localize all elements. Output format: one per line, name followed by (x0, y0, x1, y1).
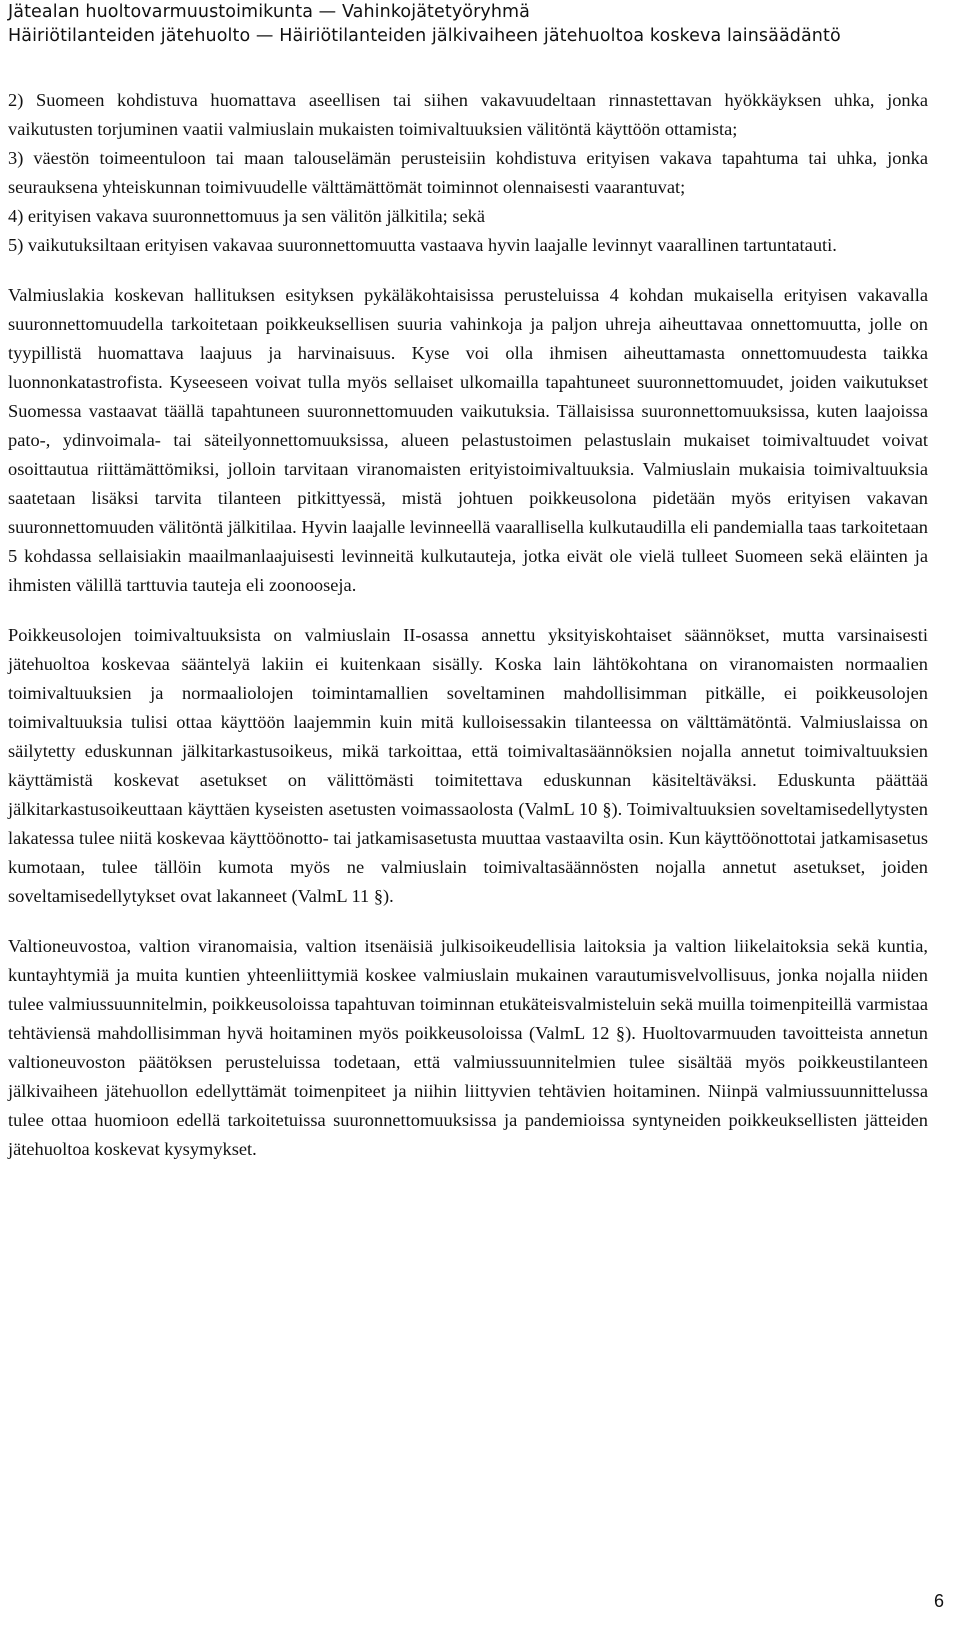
list-item-3: 3) väestön toimeentuloon tai maan talouselämän perusteisiin kohdistuva erityisen vakava tapahtuma tai uhka, jonka seurauksena yhteiskunnan toimivuudelle välttämättömät toiminnot olennaisesti vaarantuvat; (8, 147, 928, 197)
list-item-4: 4) erityisen vakava suuronnettomuus ja sen välitön jälkitila; sekä (8, 205, 486, 226)
list-item-2: 2) Suomeen kohdistuva huomattava aseellisen tai siihen vakavuudeltaan rinnastettavan hyökkäyksen uhka, jonka vaikutusten torjuminen vaatii valmiuslain mukaisten toimivaltuuksien välitöntä käyttöön ottamista; (8, 90, 928, 139)
paragraph-spacer (8, 259, 928, 281)
header-organization: Jätealan huoltovarmuustoimikunta — Vahinkojätetyöryhmä (8, 2, 530, 22)
document-body (8, 86, 928, 1164)
page-number: 6 (933, 1591, 944, 1611)
paragraph-spacer (8, 599, 928, 621)
paragraph-varautumisvelvollisuus: Valtioneuvostoa, valtion viranomaisia, valtion itsenäisiä julkisoikeudellisia laitoksia ja valtion liikelaitoksia sekä kuntia, kuntayhtymiä ja muita kuntien yhteenliittymiä koskee valmiuslain mukainen varautumisvelvollisuus, jonka nojalla niiden tulee valmiussuunnitelmin, poikkeusoloissa tapahtuvan toiminnan etukäteisvalmisteluin sekä muilla toimenpiteillä varmistaa tehtäviensä mahdollisimman hyvä hoitaminen myös poikkeusoloissa (ValmL 12 §). Huoltovarmuuden tavoitteista annetun valtioneuvoston päätöksen perusteluissa todetaan, että valmiussuunnitelmien tulee sisältää myös poikkeustilanteen jälkivaiheen jätehuollon edellyttämät toimenpiteet ja niihin liittyvien tehtävien hoitaminen. Niinpä valmiussuunnittelussa tulee ottaa huomioon edellä tarkoitetuissa suuronnettomuuksissa ja pandemioissa syntyneiden poikkeuksellisten jätteiden jätehuoltoa koskevat kysymykset. (8, 936, 928, 1159)
paragraph-toimivaltuudet: Poikkeusolojen toimivaltuuksista on valmiuslain II-osassa annettu yksityiskohtaiset säännökset, mutta varsinaisesti jätehuoltoa koskevaa sääntelyä lakiin ei kuitenkaan sisälly. Koska lain lähtökohtana on viranomaisten normaalien toimivaltuuksien ja normaaliolojen toimintamallien soveltaminen mahdollisimman pitkälle, ei poikkeusolojen toimivaltuuksia tulisi ottaa käyttöön laajemmin kuin mitä kulloisessakin tilanteessa on välttämätöntä. Valmiuslaissa on säilytetty eduskunnan jälkitarkastusoikeus, mikä tarkoittaa, että toimivaltasäännöksien nojalla annetut toimivaltuuksien käyttämistä koskevat asetukset on välittömästi toimitettava eduskunnan käsiteltäväksi. Eduskunta päättää jälkitarkastusoikeuttaan käyttäen kyseisten asetusten voimassaolosta (ValmL 10 §). Toimivaltuuksien soveltamisedellytysten lakatessa tulee niitä koskevaa käyttöönotto- tai jatkamisasetusta muuttaa vastaavilta osin. Kun käyttöönottotai jatkamisasetus kumotaan, tulee tällöin kumota myös ne valmiuslain toimivaltasäännösten nojalla annetut asetukset, joiden soveltamisedellytykset ovat lakanneet (ValmL 11 §). (8, 625, 928, 906)
paragraph-spacer (8, 910, 928, 932)
paragraph-suuronnettomuus: Valmiuslakia koskevan hallituksen esityksen pykäläkohtaisissa perusteluissa 4 kohdan mukaisella erityisen vakavalla suuronnettomuudella tarkoitetaan poikkeuksellisen suuria vahinkoja ja paljon uhreja aiheuttavaa onnettomuutta, jolle on tyypillistä huomattava laajuus ja harvinaisuus. Kyse voi olla ihmisen aiheuttamasta onnettomuudesta taikka luonnonkatastrofista. Kyseeseen voivat tulla myös sellaiset ulkomailla tapahtuneet suuronnettomuudet, joiden vaikutukset Suomessa vastaavat täällä tapahtuneen suuronnettomuuden vaikutuksia. Tällaisissa suuronnettomuuksissa, kuten laajoissa pato-, ydinvoimala- tai säteilyonnettomuuksissa, alueen pelastustoimen pelastuslain mukaiset toimivaltuudet voivat osoittautua riittämättömiksi, jolloin tarvitaan viranomaisten erityistoimivaltuuksia. Valmiuslain mukaisia toimivaltuuksia saatetaan lisäksi tarvita tilanteen pitkittyessä, mistä johtuen poikkeusolona pidetään myös erityisen vakavan suuronnettomuuden välitöntä jälkitilaa. Hyvin laajalle levinneellä vaarallisella kulkutaudilla eli pandemialla taas tarkoitetaan 5 kohdassa sellaisiakin maailmanlaajuisesti levinneitä kulkutauteja, jotka eivät ole vielä tulleet Suomeen sekä eläinten ja ihmisten välillä tarttuvia tauteja eli zoonooseja. (8, 285, 928, 595)
list-item-5: 5) vaikutuksiltaan erityisen vakavaa suuronnettomuutta vastaava hyvin laajalle levinnyt vaarallinen tartuntatauti. (8, 234, 837, 255)
running-header (8, 0, 948, 48)
header-document-title: Häiriötilanteiden jätehuolto — Häiriötilanteiden jälkivaiheen jätehuoltoa koskeva lainsäädäntö (8, 26, 841, 46)
